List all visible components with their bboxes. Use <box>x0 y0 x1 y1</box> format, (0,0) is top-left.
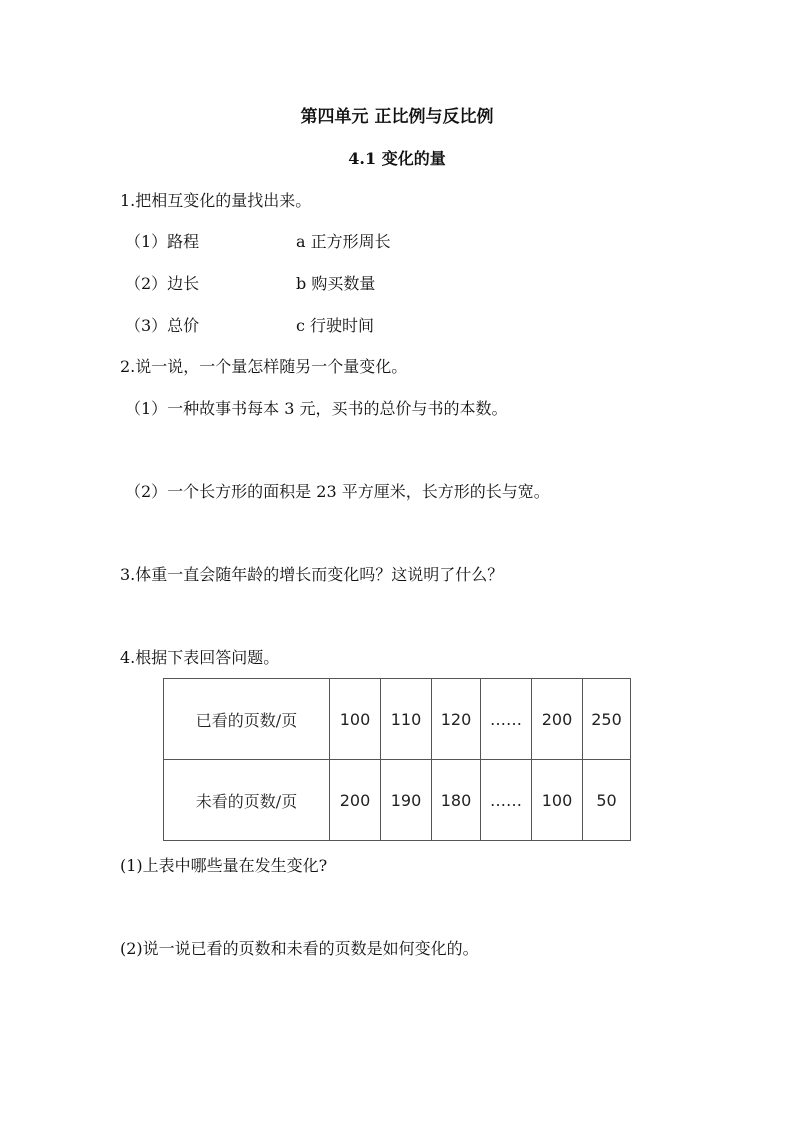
q1-left-item-3: （3）总价 <box>125 316 200 335</box>
q1-right-item-c: c 行驶时间 <box>296 316 375 335</box>
q4-sub-question-2: (2)说一说已看的页数和未看的页数是如何变化的。 <box>120 939 479 958</box>
table-cell: 180 <box>432 760 481 841</box>
table-cell: 100 <box>330 679 381 760</box>
table-cell: 190 <box>381 760 432 841</box>
lesson-title: 4.1 变化的量 <box>348 149 446 168</box>
table-cell: 110 <box>381 679 432 760</box>
q2-item-2: （2）一个长方形的面积是 23 平方厘米，长方形的长与宽。 <box>125 482 550 501</box>
table-row <box>164 760 631 841</box>
q1-right-item-a: a 正方形周长 <box>296 232 391 251</box>
row-header-unread: 未看的页数/页 <box>164 760 330 841</box>
unit-title: 第四单元 正比例与反比例 <box>300 107 494 127</box>
table-cell: 50 <box>583 760 631 841</box>
question-3-prompt: 3.体重一直会随年龄的增长而变化吗？这说明了什么？ <box>120 565 504 584</box>
table-cell: 100 <box>532 760 583 841</box>
q1-left-item-1: （1）路程 <box>125 232 200 251</box>
table-cell: 200 <box>532 679 583 760</box>
question-2-prompt: 2.说一说，一个量怎样随另一个量变化。 <box>120 357 408 376</box>
table-cell: 250 <box>583 679 631 760</box>
table-row <box>164 679 631 760</box>
row-header-read: 已看的页数/页 <box>164 679 330 760</box>
q1-left-item-2: （2）边长 <box>125 274 200 293</box>
pages-table <box>163 678 631 841</box>
table-cell-ellipsis: …… <box>481 679 532 760</box>
q2-item-1: （1）一种故事书每本 3 元，买书的总价与书的本数。 <box>125 399 508 418</box>
question-1-prompt: 1.把相互变化的量找出来。 <box>120 191 312 210</box>
question-4-prompt: 4.根据下表回答问题。 <box>120 648 280 667</box>
table-cell-ellipsis: …… <box>481 760 532 841</box>
q4-sub-question-1: (1)上表中哪些量在发生变化? <box>120 856 328 875</box>
table-cell: 120 <box>432 679 481 760</box>
q1-right-item-b: b 购买数量 <box>296 274 376 293</box>
table-cell: 200 <box>330 760 381 841</box>
